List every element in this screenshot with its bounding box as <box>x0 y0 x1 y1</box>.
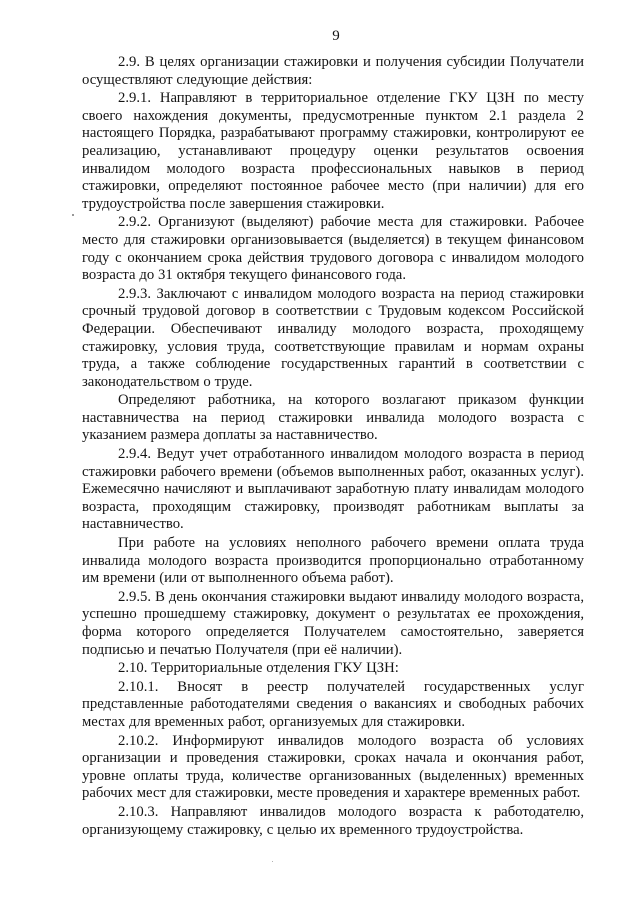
scan-speck <box>72 214 74 216</box>
paragraph-2-10-2: 2.10.2. Информируют инвалидов молодого возраста об условиях организации и проведения стажировки, сроках начала и окончания работ, уровне оплаты труда, количестве организованных (выделенных) временных рабочих мест для стажировки, месте проведения и характере временных работ. <box>82 732 584 802</box>
paragraph-2-10-3: 2.10.3. Направляют инвалидов молодого возраста к работодателю, организующему стажировку, с целью их временного трудоустройства. <box>82 803 584 838</box>
paragraph-2-9-3: 2.9.3. Заключают с инвалидом молодого возраста на период стажировки срочный трудовой договор в соответствии с Трудовым кодексом Российской Федерации. Обеспечивают инвалиду молодого возраста, проходящему стажировку, условия труда, соответствующие правилам и нормам охраны труда, а также соблюдение государственных гарантий в соответствии с законодательством о труде. <box>82 285 584 390</box>
paragraph-part-time: При работе на условиях неполного рабочего времени оплата труда инвалида молодого возраста производится пропорционально отработанному им времени (или от выполненного объема работ). <box>82 535 584 587</box>
paragraph-2-10-1: 2.10.1. Вносят в реестр получателей государственных услуг представленные работодателями сведения о вакансиях и свободных рабочих местах для временных работ, организуемых для стажировки. <box>82 678 584 730</box>
paragraph-2-9-4: 2.9.4. Ведут учет отработанного инвалидом молодого возраста в период стажировки рабочего времени (объемов выполненных работ, оказанных услуг). Ежемесячно начисляют и выплачивают заработную плату инвалидам молодого возраста, проходящим стажировку, производят работникам выплаты за наставничество. <box>82 446 584 533</box>
paragraph-2-10: 2.10. Территориальные отделения ГКУ ЦЗН: <box>118 660 399 677</box>
paragraph-2-9-1: 2.9.1. Направляют в территориальное отделение ГКУ ЦЗН по месту своего нахождения документы, предусмотренные пунктом 2.1 раздела 2 настоящего Порядка, разрабатывают программу стажировки, контролируют ее реализацию, устанавливают процедуру оценки результатов освоения инвалидом молодого возраста профессиональных навыков в период стажировки, определяют постоянное рабочее место (при наличии) для его трудоустройства после завершения стажировки. <box>82 90 584 212</box>
paragraph-2-9: 2.9. В целях организации стажировки и получения субсидии Получатели осуществляют следующие действия: <box>82 54 584 88</box>
paragraph-mentor: Определяют работника, на которого возлагают приказом функции наставничества на период стажировки инвалида молодого возраста с указанием размера доплаты за наставничество. <box>82 392 584 444</box>
page-number: 9 <box>332 28 340 44</box>
scan-speck <box>272 861 273 862</box>
paragraph-2-9-2: 2.9.2. Организуют (выделяют) рабочие места для стажировки. Рабочее место для стажировки организовывается (выделяется) в текущем финансовом году с окончанием срока действия трудового договора с инвалидом молодого возраста до 31 октября текущего финансового года. <box>82 214 584 284</box>
paragraph-2-9-5: 2.9.5. В день окончания стажировки выдают инвалиду молодого возраста, успешно прошедшему стажировку, документ о результатах ее прохождения, форма которого определяется Получателем самостоятельно, заверяется подписью и печатью Получателя (при её наличии). <box>82 588 584 658</box>
